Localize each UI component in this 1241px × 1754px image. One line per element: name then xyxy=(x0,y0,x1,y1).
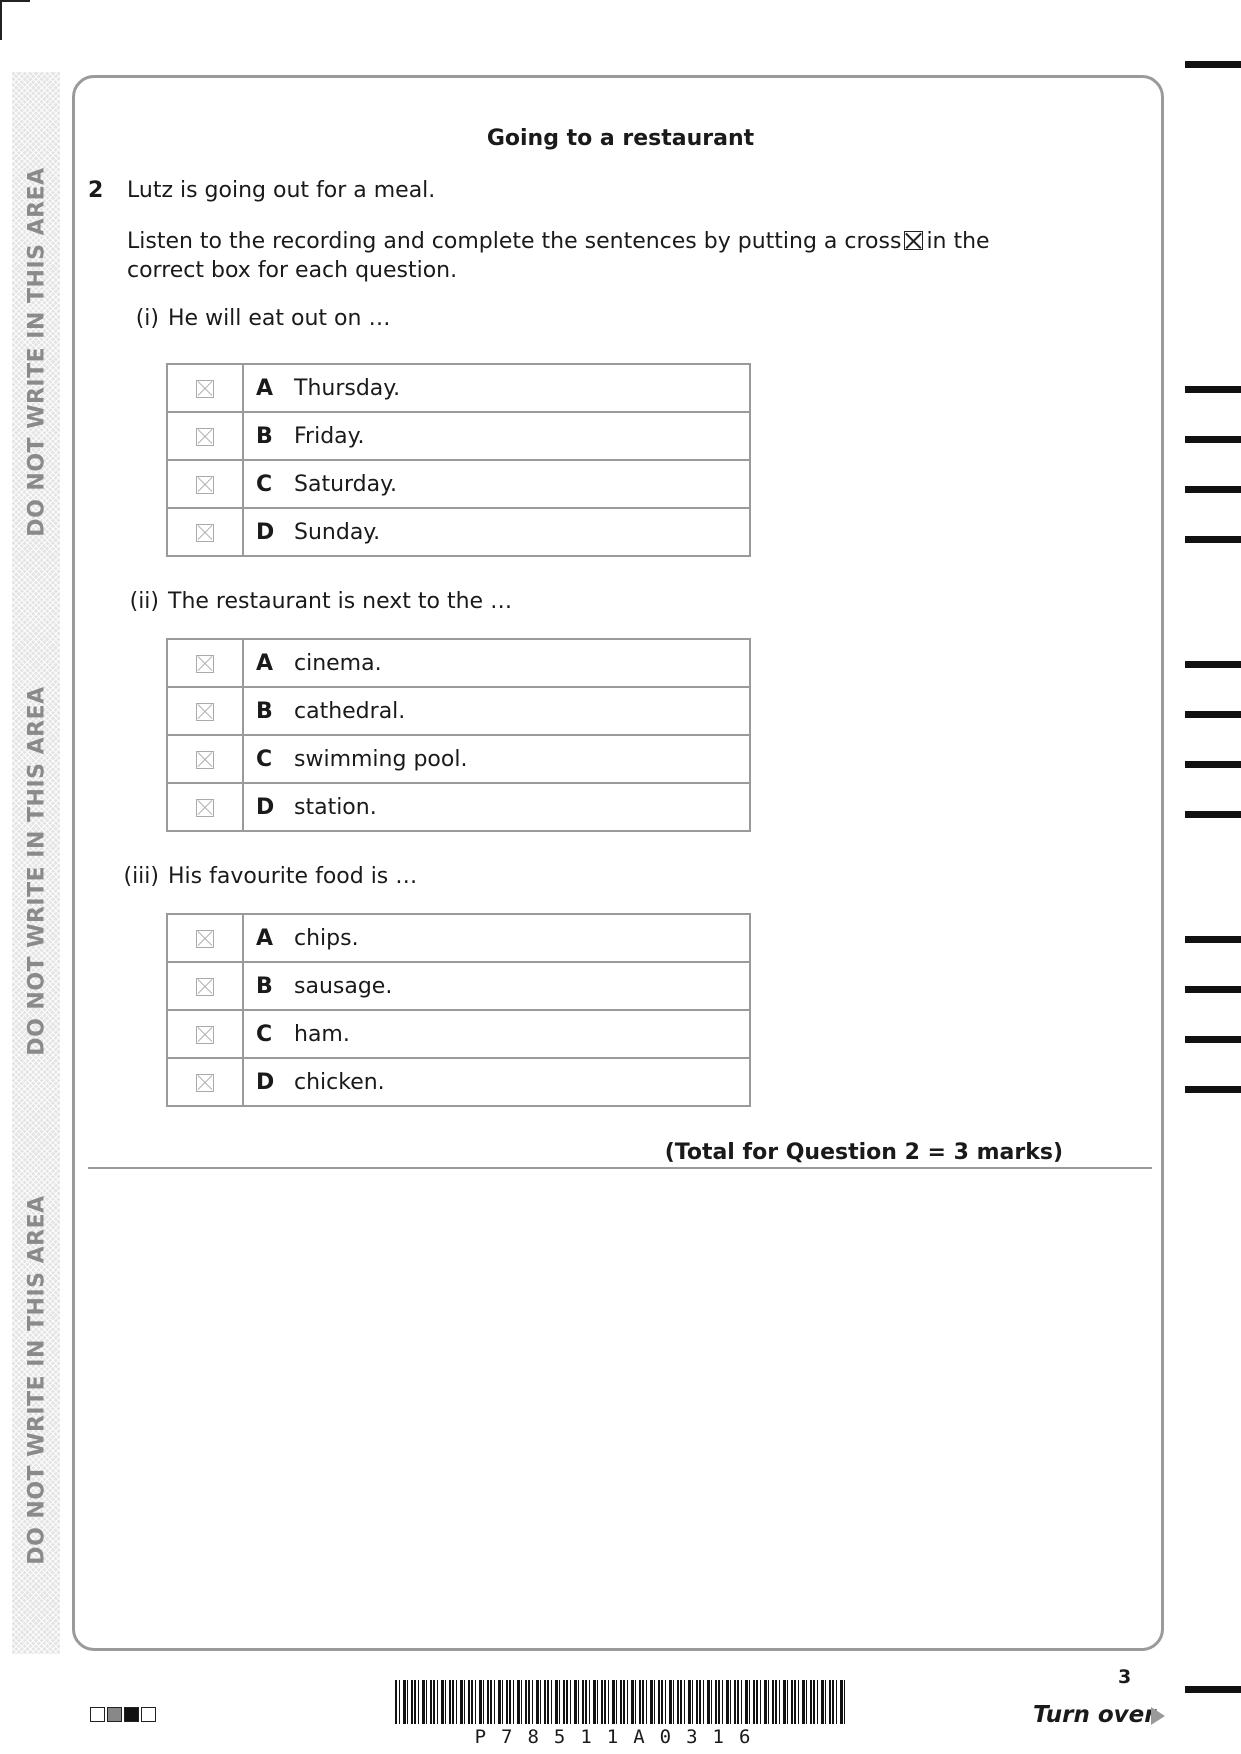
answer-checkbox[interactable] xyxy=(196,1074,214,1092)
section-title: Going to a restaurant xyxy=(486,126,755,151)
answer-checkbox[interactable] xyxy=(196,380,214,398)
option-letter: C xyxy=(256,471,273,497)
option-row xyxy=(167,914,750,962)
option-text: swimming pool. xyxy=(294,746,468,772)
edge-tick-mark xyxy=(1185,1036,1241,1043)
answer-checkbox[interactable] xyxy=(196,703,214,721)
edge-tick-mark xyxy=(1185,386,1241,393)
page-number: 3 xyxy=(1118,1666,1132,1688)
option-row xyxy=(167,364,750,412)
answer-checkbox[interactable] xyxy=(196,751,214,769)
option-row xyxy=(167,639,750,687)
option-row xyxy=(167,962,750,1010)
option-letter: B xyxy=(256,423,273,449)
edge-tick-mark xyxy=(1185,436,1241,443)
option-text: Saturday. xyxy=(294,471,397,497)
answer-checkbox[interactable] xyxy=(196,930,214,948)
option-letter: D xyxy=(256,794,275,820)
subquestion-label: (i) xyxy=(135,306,159,331)
answer-checkbox[interactable] xyxy=(196,1026,214,1044)
edge-tick-mark xyxy=(1185,536,1241,543)
arrow-right-icon xyxy=(1151,1707,1165,1725)
option-letter: B xyxy=(256,973,273,999)
cross-box-icon xyxy=(904,231,923,250)
subquestion-stem: He will eat out on … xyxy=(168,306,391,331)
edge-tick-mark xyxy=(1185,936,1241,943)
option-row xyxy=(167,687,750,735)
option-text: Sunday. xyxy=(294,519,381,545)
option-letter: D xyxy=(256,519,275,545)
option-letter: A xyxy=(256,375,274,401)
question-divider xyxy=(88,1167,1152,1169)
option-row xyxy=(167,412,750,460)
option-text: cinema. xyxy=(294,650,382,676)
subquestion-label: (ii) xyxy=(129,589,159,614)
option-letter: C xyxy=(256,1021,273,1047)
option-text: ham. xyxy=(294,1021,350,1047)
subquestion-stem: His favourite food is … xyxy=(168,864,418,889)
question-instruction: Listen to the recording and complete the sentences by putting a cross in the correct box for each question. xyxy=(127,229,990,283)
option-text: chicken. xyxy=(294,1069,385,1095)
crop-mark xyxy=(0,0,30,2)
option-row xyxy=(167,783,750,831)
answer-checkbox[interactable] xyxy=(196,978,214,996)
answer-checkbox[interactable] xyxy=(196,799,214,817)
option-text: Friday. xyxy=(294,423,365,449)
option-letter: B xyxy=(256,698,273,724)
edge-tick-mark xyxy=(1185,1686,1241,1693)
edge-tick-mark xyxy=(1185,486,1241,493)
edge-tick-mark xyxy=(1185,711,1241,718)
option-letter: D xyxy=(256,1069,275,1095)
answer-checkbox[interactable] xyxy=(196,428,214,446)
option-text: station. xyxy=(294,794,377,820)
edge-tick-mark xyxy=(1185,761,1241,768)
barcode-text: P78511A0316 xyxy=(474,1726,766,1748)
options-table-ii xyxy=(166,638,751,832)
option-row xyxy=(167,735,750,783)
option-row xyxy=(167,508,750,556)
option-letter: A xyxy=(256,925,274,951)
edge-tick-mark xyxy=(1185,1086,1241,1093)
subquestion-stem: The restaurant is next to the … xyxy=(168,589,513,614)
options-table-iii xyxy=(166,913,751,1107)
edge-tick-mark xyxy=(1185,811,1241,818)
answer-checkbox[interactable] xyxy=(196,524,214,542)
option-text: cathedral. xyxy=(294,698,406,724)
edge-tick-mark xyxy=(1185,986,1241,993)
question-number: 2 xyxy=(88,178,104,203)
option-text: sausage. xyxy=(294,973,393,999)
answer-checkbox[interactable] xyxy=(196,655,214,673)
option-text: Thursday. xyxy=(294,375,401,401)
option-letter: A xyxy=(256,650,274,676)
turn-over-label: Turn over xyxy=(1033,1702,1156,1728)
option-letter: C xyxy=(256,746,273,772)
question-total-marks: (Total for Question 2 = 3 marks) xyxy=(664,1140,1063,1165)
subquestion-label: (iii) xyxy=(123,864,159,889)
answer-checkbox[interactable] xyxy=(196,476,214,494)
option-row xyxy=(167,460,750,508)
edge-tick-mark xyxy=(1185,661,1241,668)
options-table-i xyxy=(166,363,751,557)
crop-mark xyxy=(0,0,2,40)
option-text: chips. xyxy=(294,925,359,951)
question-text: Lutz is going out for a meal. xyxy=(127,178,436,203)
edge-tick-mark xyxy=(1185,61,1241,68)
option-row xyxy=(167,1058,750,1106)
option-row xyxy=(167,1010,750,1058)
barcode xyxy=(395,1680,845,1724)
page-marker-squares xyxy=(90,1707,158,1726)
